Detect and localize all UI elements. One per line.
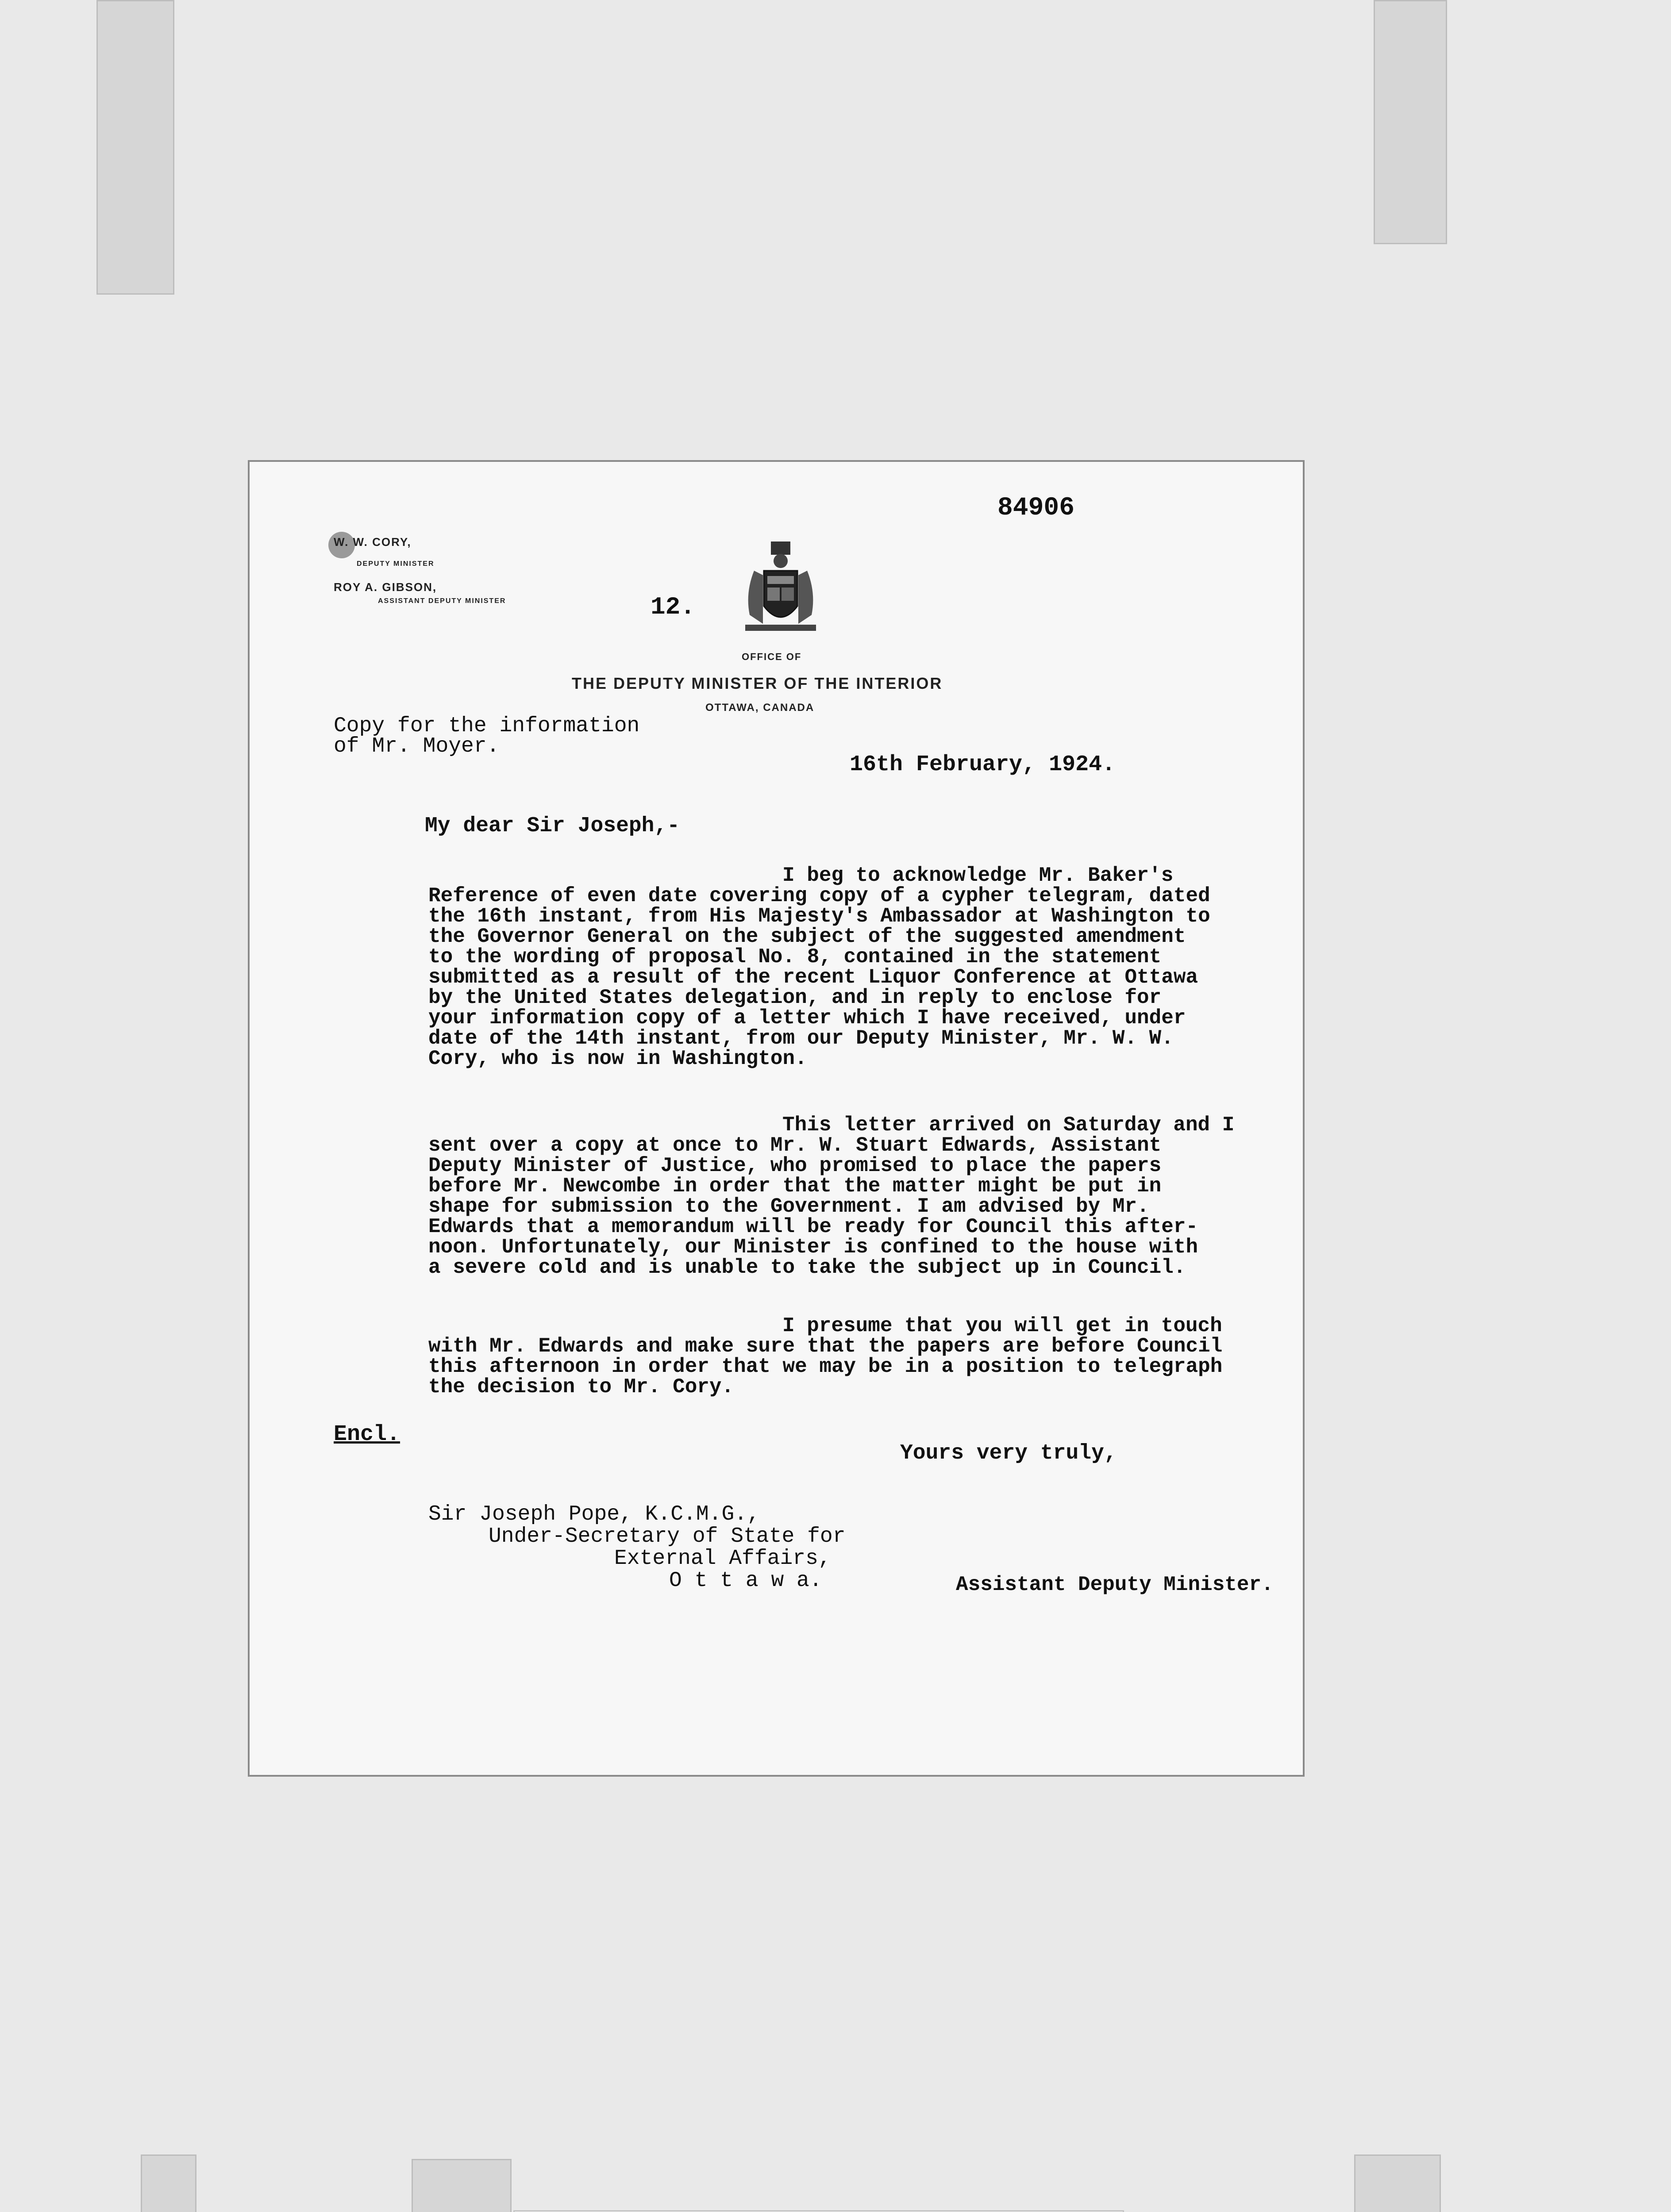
paragraph-line: This letter arrived on Saturday and I <box>782 1114 1235 1137</box>
paragraph-line: Edwards that a memorandum will be ready for Council this after- <box>428 1215 1198 1238</box>
paragraph-line: shape for submission to the Government. I am advised by Mr. <box>428 1195 1149 1218</box>
letterhead-title-2: ASSISTANT DEPUTY MINISTER <box>378 597 506 605</box>
enclosure-note: Encl. <box>334 1422 400 1447</box>
paragraph-line: I beg to acknowledge Mr. Baker's <box>782 864 1174 887</box>
office-of-label: OFFICE OF <box>742 651 802 662</box>
paragraph-line: I presume that you will get in touch <box>782 1314 1222 1337</box>
letterhead-name-2: ROY A. GIBSON, <box>334 580 437 594</box>
mounting-tape-bottom-right <box>1354 2154 1441 2212</box>
paragraph-line: sent over a copy at once to Mr. W. Stuart Edwards, Assistant <box>428 1134 1162 1157</box>
closing: Yours very truly, <box>900 1441 1117 1465</box>
addressee-line: Sir Joseph Pope, K.C.M.G., <box>428 1502 760 1526</box>
letterhead-name-1: W. W. CORY, <box>334 535 412 549</box>
paragraph-line: to the wording of proposal No. 8, contained in the statement <box>428 945 1162 968</box>
paragraph-line: before Mr. Newcombe in order that the matter might be put in <box>428 1175 1162 1198</box>
mounting-tape-bottom-mid <box>412 2159 512 2212</box>
copy-note-line: Copy for the information <box>334 714 640 738</box>
paragraph-line: the 16th instant, from His Majesty's Ambassador at Washington to <box>428 905 1210 928</box>
paragraph-line: the Governor General on the subject of the suggested amendment <box>428 925 1186 948</box>
addressee-line: External Affairs, <box>614 1547 831 1571</box>
paragraph-line: with Mr. Edwards and make sure that the papers are before Council <box>428 1335 1223 1358</box>
letterhead-title-1: DEPUTY MINISTER <box>357 560 435 568</box>
paragraph-line: Deputy Minister of Justice, who promised to place the papers <box>428 1154 1162 1177</box>
copy-note <box>334 716 639 757</box>
file-number: 84906 <box>997 494 1075 522</box>
copy-note-line: of Mr. Moyer. <box>334 734 500 758</box>
paragraph-line: by the United States delegation, and in reply to enclose for <box>428 986 1162 1009</box>
mounting-tape-right <box>1374 0 1447 244</box>
paragraph-line: date of the 14th instant, from our Deputy Minister, Mr. W. W. <box>428 1027 1174 1050</box>
letter-date: 16th February, 1924. <box>850 752 1116 777</box>
addressee-line: O t t a w a. <box>669 1569 822 1593</box>
paragraph-3 <box>428 1316 1222 1397</box>
salutation: My dear Sir Joseph,- <box>425 814 680 838</box>
paragraph-line: Reference of even date covering copy of a cypher telegram, dated <box>428 884 1210 907</box>
addressee-line: Under-Secretary of State for <box>489 1525 846 1548</box>
paragraph-line: this afternoon in order that we may be in a position to telegraph <box>428 1355 1223 1378</box>
paragraph-line: Cory, who is now in Washington. <box>428 1047 807 1070</box>
paragraph-line: submitted as a result of the recent Liquor Conference at Ottawa <box>428 966 1198 989</box>
coat-of-arms-icon <box>736 540 825 633</box>
paragraph-line: noon. Unfortunately, our Minister is confined to the house with <box>428 1236 1198 1259</box>
paragraph-line: the decision to Mr. Cory. <box>428 1375 734 1398</box>
addressee-block <box>428 1503 846 1592</box>
page-number: 12. <box>651 593 695 621</box>
mounting-tape-bottom-left <box>141 2154 196 2212</box>
signature-title: Assistant Deputy Minister. <box>956 1573 1274 1596</box>
paragraph-line: your information copy of a letter which I have received, under <box>428 1006 1186 1029</box>
letter-sheet <box>248 460 1305 1777</box>
office-location: OTTAWA, CANADA <box>705 702 815 714</box>
volume-label <box>513 2210 1124 2212</box>
mounting-tape-left <box>96 0 174 295</box>
paragraph-line: a severe cold and is unable to take the subject up in Council. <box>428 1256 1186 1279</box>
paragraph-2 <box>428 1115 1234 1278</box>
paragraph-1 <box>428 865 1210 1069</box>
office-title: THE DEPUTY MINISTER OF THE INTERIOR <box>572 674 943 692</box>
